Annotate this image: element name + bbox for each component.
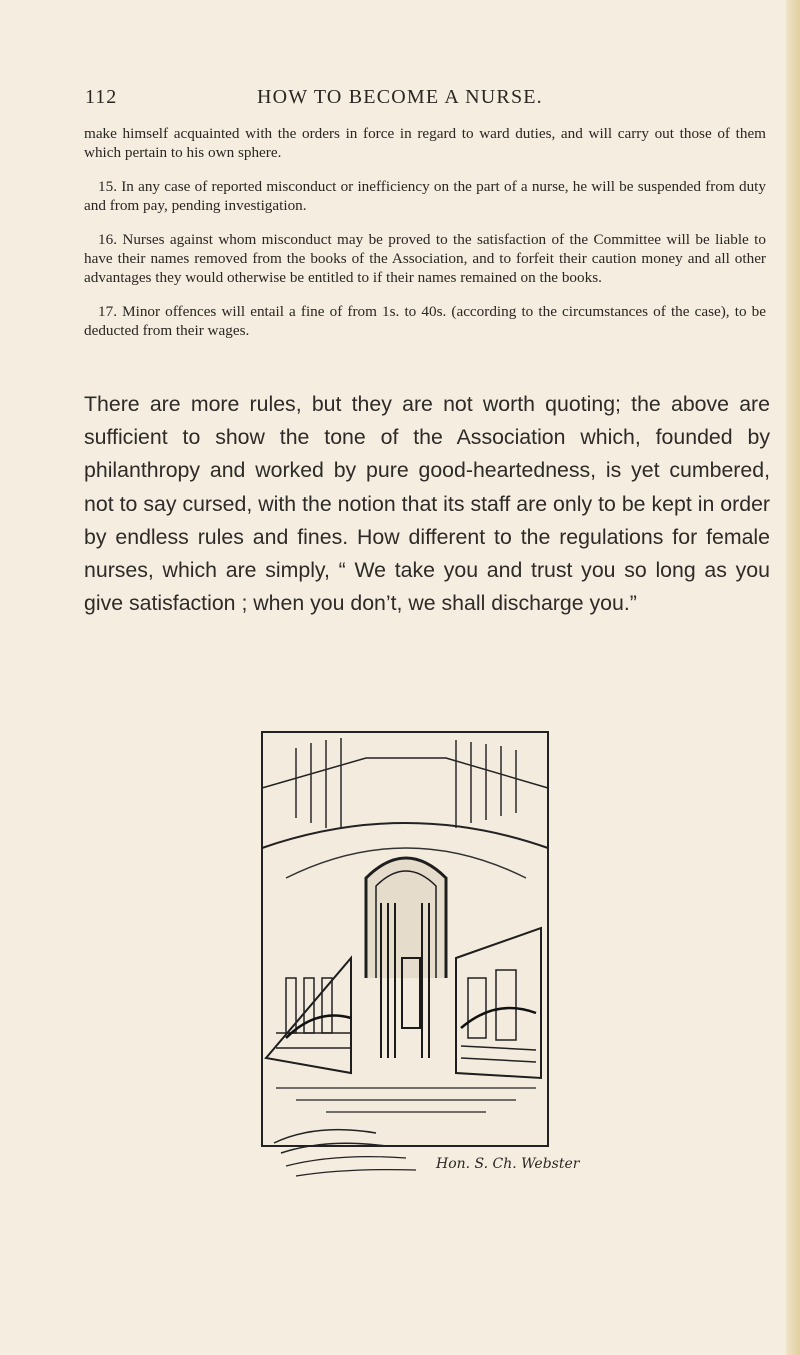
page-number: 112 xyxy=(85,86,118,108)
rule-17: 17. Minor offences will entail a fine of from 1s. to 40s. (according to the circumstances of the case), to be deducted from their wages. xyxy=(84,303,766,339)
rules-list xyxy=(84,124,766,355)
page-header xyxy=(85,86,725,116)
rule-16: 16. Nurses against whom misconduct may be proved to the satisfaction of the Committee will be liable to have their names removed from the books of the Association, and to forfeit their caution money and all other advantages they would otherwise be entitled to if their names remained on the books. xyxy=(84,231,766,286)
rule-continuation: make himself acquainted with the orders in force in regard to ward duties, and will carry out those of them which pertain to his own sphere. xyxy=(84,125,766,161)
page-edge xyxy=(786,0,800,1355)
rule-15: 15. In any case of reported misconduct or inefficiency on the part of a nurse, he will be suspended from duty and from pay, pending investigation. xyxy=(84,178,766,214)
hospital-corridor-illustration xyxy=(256,728,580,1184)
commentary-paragraph: There are more rules, but they are not worth quoting; the above are sufficient to show the tone of the Association which, founded by philanthropy and worked by pure good-heartedness, is yet cumbered, not to say cursed, with the notion that its staff are only to be kept in order by endless rules and fines. How different to the regulations for female nurses, which are simply, “ We take you and trust you so long as you give satisfaction ; when you don’t, we shall discharge you.” xyxy=(84,392,770,616)
running-title: HOW TO BECOME A NURSE. xyxy=(257,86,543,108)
artist-signature: Hon. S. Ch. Webster xyxy=(436,1156,580,1172)
